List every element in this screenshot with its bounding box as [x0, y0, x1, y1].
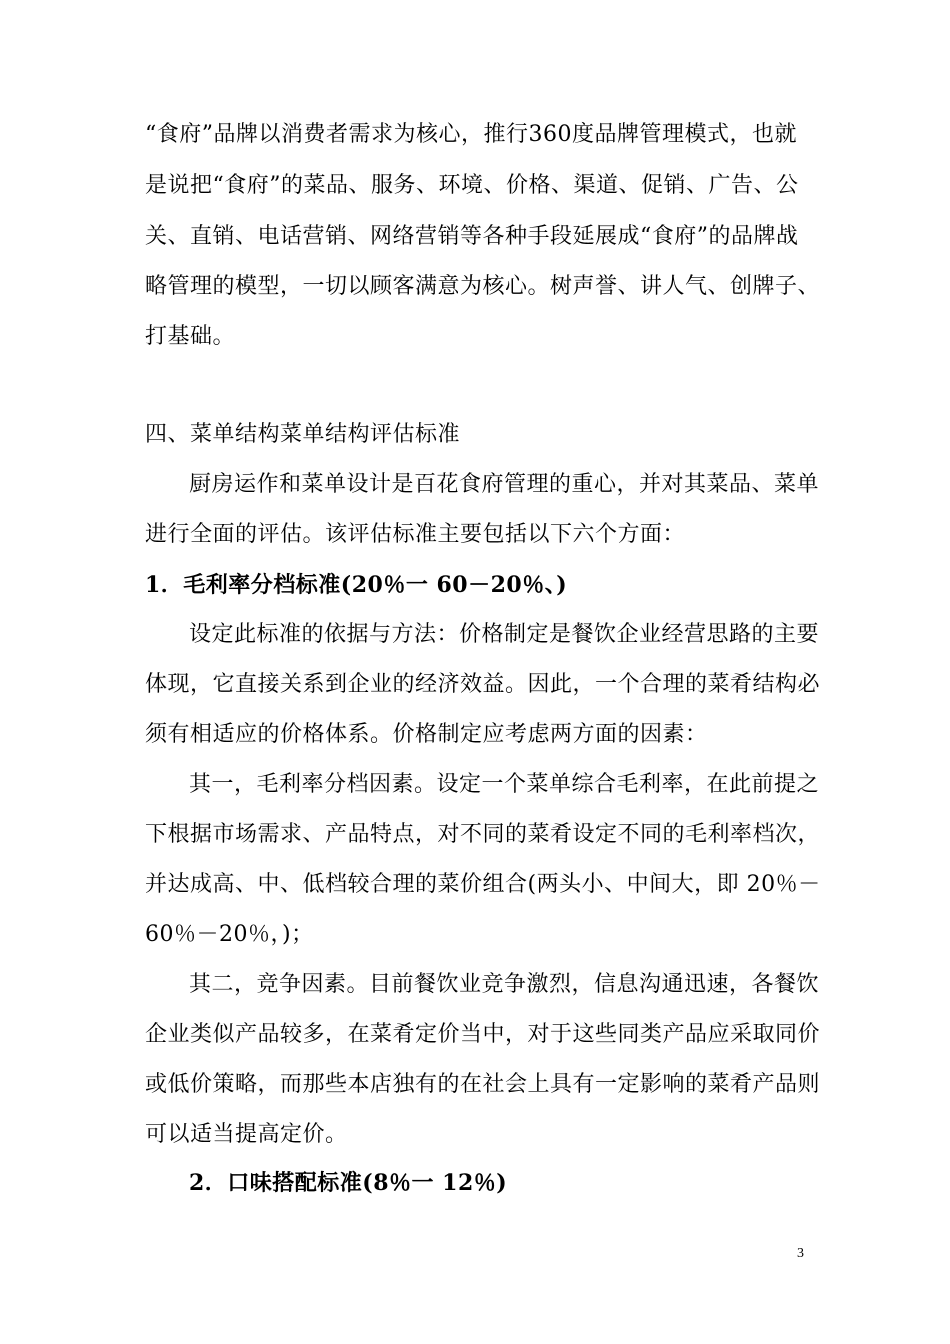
paragraph-line: 关、直销、电话营销、网络营销等各种手段延展成“食府”的品牌战	[145, 224, 799, 249]
paragraph-line: 并达成高、中、低档较合理的菜价组合(两头小、中间大，即 20％－	[145, 872, 821, 897]
paragraph-line: 可以适当提高定价。	[145, 1122, 348, 1147]
paragraph-line: 或低价策略，而那些本店独有的在社会上具有一定影响的菜肴产品则	[145, 1072, 821, 1097]
paragraph-line: 体现，它直接关系到企业的经济效益。因此，一个合理的菜肴结构必	[145, 672, 821, 697]
paragraph-line: 企业类似产品较多，在菜肴定价当中，对于这些同类产品应采取同价	[145, 1022, 821, 1047]
paragraph-line: 打基础。	[145, 324, 236, 349]
paragraph-line: 其一，毛利率分档因素。设定一个菜单综合毛利率，在此前提之	[189, 772, 820, 797]
subsection-heading: 2．口味搭配标准(8％一 12％)	[189, 1170, 508, 1196]
subsection-heading: 1．毛利率分档标准(20％一 60－20％、)	[145, 572, 568, 598]
paragraph-line: “食府”品牌以消费者需求为核心，推行360度品牌管理模式，也就	[145, 122, 797, 147]
section-heading: 四、菜单结构菜单结构评估标准	[145, 422, 461, 447]
paragraph-line: 设定此标准的依据与方法：价格制定是餐饮企业经营思路的主要	[189, 622, 820, 647]
paragraph-line: 须有相适应的价格体系。价格制定应考虑两方面的因素：	[145, 722, 708, 747]
paragraph-line: 是说把“食府”的菜品、服务、环境、价格、渠道、促销、广告、公	[145, 173, 799, 198]
paragraph-line: 下根据市场需求、产品特点，对不同的菜肴设定不同的毛利率档次，	[145, 822, 821, 847]
paragraph-line: 厨房运作和菜单设计是百花食府管理的重心，并对其菜品、菜单	[189, 472, 820, 497]
paragraph-line: 进行全面的评估。该评估标准主要包括以下六个方面：	[145, 522, 686, 547]
paragraph-line: 60％－20％，)；	[145, 922, 314, 947]
page-number: 3	[797, 1246, 804, 1261]
paragraph-line: 其二，竞争因素。目前餐饮业竞争激烈，信息沟通迅速，各餐饮	[189, 972, 820, 997]
paragraph-line: 略管理的模型，一切以顾客满意为核心。树声誉、讲人气、创牌子、	[145, 274, 821, 299]
